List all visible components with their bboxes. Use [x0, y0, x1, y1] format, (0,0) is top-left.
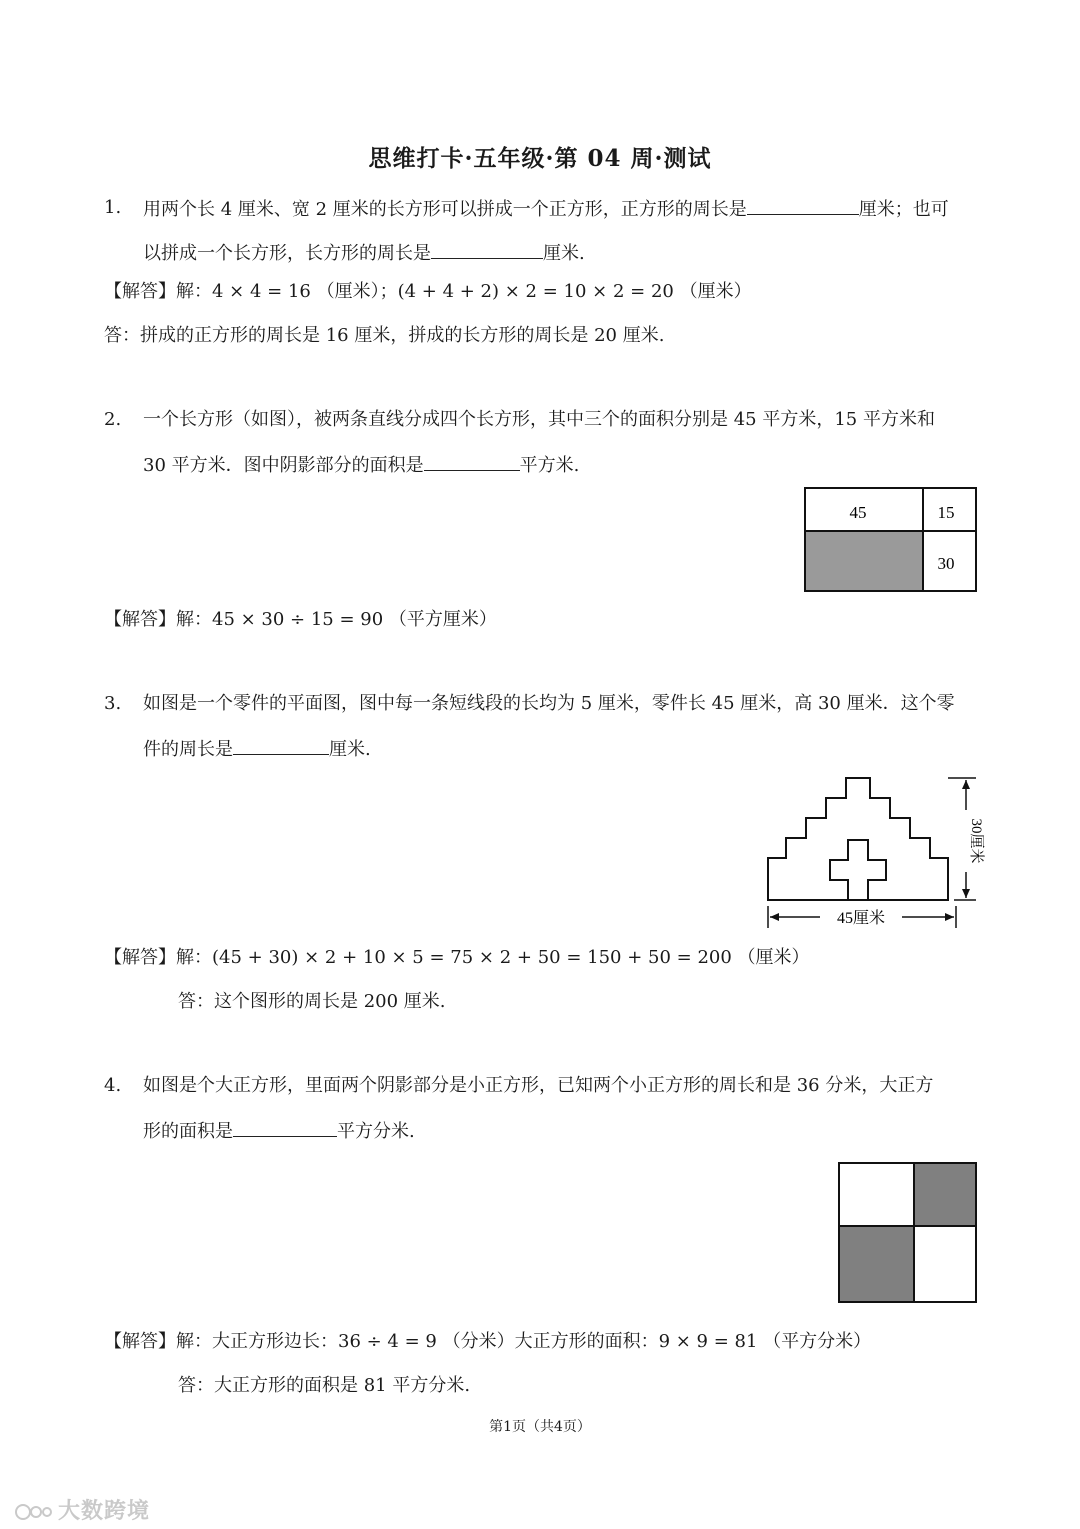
- question-2-text-b: 平方米.: [519, 455, 580, 476]
- solution-expression: 45 × 30 ÷ 15 = 90 （平方厘米）: [212, 609, 497, 630]
- question-3-number: 3.: [104, 693, 122, 714]
- question-3-line-1: 如图是一个零件的平面图，图中每一条短线段的长均为 5 厘米，零件长 45 厘米，高 30 厘米．这个零: [143, 693, 955, 714]
- answer-4: 答：大正方形的面积是 81 平方分米.: [178, 1375, 471, 1396]
- answer-blank-1b[interactable]: [431, 240, 543, 259]
- question-2-line-2: [143, 452, 579, 478]
- shaded-square-top-right: [914, 1164, 976, 1226]
- question-1-text-c: 以拼成一个长方形，长方形的周长是: [143, 243, 431, 264]
- arrowhead-right: [945, 913, 954, 921]
- solution-1: [104, 280, 752, 304]
- area-label-30: 30: [937, 554, 955, 573]
- question-3-line-2: [143, 736, 371, 762]
- solution-label: 【解答】解：: [104, 1331, 212, 1352]
- question-1-text-a: 用两个长 4 厘米、宽 2 厘米的长方形可以拼成一个正方形，正方形的周长是: [143, 199, 747, 220]
- shaded-square-bottom-left: [840, 1226, 914, 1302]
- watermark-logo-icon: [14, 1501, 54, 1523]
- question-4-line-2: [143, 1118, 415, 1144]
- answer-blank-4[interactable]: [233, 1118, 337, 1137]
- solution-3: [104, 946, 810, 970]
- question-1-number: 1.: [104, 197, 122, 218]
- solution-expression: 4 × 4 = 16 （厘米）；(4 + 4 + 2) × 2 = 10 × 2 = 20 （厘米）: [212, 281, 752, 302]
- height-label: 30厘米: [968, 818, 984, 864]
- answer-3: 答：这个图形的周长是 200 厘米.: [178, 991, 446, 1012]
- solution-2: [104, 608, 497, 632]
- area-label-45: 45: [849, 503, 867, 522]
- question-1-line-1: [143, 196, 949, 222]
- question-2-text-a: 30 平方米．图中阴影部分的面积是: [143, 455, 424, 476]
- arrowhead-top: [962, 780, 970, 789]
- question-3-text-b: 厘米.: [329, 739, 371, 760]
- solution-label: 【解答】解：: [104, 281, 212, 302]
- question-2-line-1: 一个长方形（如图），被两条直线分成四个长方形，其中三个的面积分别是 45 平方米，15 平方米和: [143, 409, 935, 430]
- area-label-15: 15: [937, 503, 955, 522]
- answer-blank-3[interactable]: [233, 736, 329, 755]
- solution-4: [104, 1330, 871, 1354]
- question-4-number: 4.: [104, 1075, 122, 1096]
- question-4-line-1: 如图是个大正方形，里面两个阴影部分是小正方形，已知两个小正方形的周长和是 36 分米，大正方: [143, 1075, 934, 1096]
- page-title: 思维打卡·五年级·第 04 周·测试: [368, 145, 712, 172]
- question-1-text-d: 厘米.: [543, 243, 585, 264]
- answer-blank-2[interactable]: [424, 452, 520, 471]
- arrowhead-left: [770, 913, 779, 921]
- answer-blank-1a[interactable]: [747, 196, 859, 215]
- question-1-line-2: [143, 240, 585, 266]
- width-label: 45厘米: [836, 910, 886, 927]
- solution-expression: 大正方形边长：36 ÷ 4 = 9 （分米）大正方形的面积：9 × 9 = 81 （平方分米）: [212, 1331, 872, 1352]
- question-4-figure: [838, 1162, 978, 1304]
- page-footer: 第1页（共4页）: [489, 1419, 591, 1435]
- arrowhead-bottom: [962, 889, 970, 898]
- question-2-number: 2.: [104, 409, 122, 430]
- answer-1: 答：拼成的正方形的周长是 16 厘米，拼成的长方形的周长是 20 厘米.: [104, 325, 665, 346]
- inner-cross-outline: [830, 840, 886, 900]
- shaded-rectangle: [805, 531, 923, 591]
- watermark: [14, 1494, 150, 1525]
- question-2-figure: [804, 487, 978, 593]
- question-4-text-a: 形的面积是: [143, 1121, 233, 1142]
- solution-expression: (45 + 30) × 2 + 10 × 5 = 75 × 2 + 50 = 150 + 50 = 200 （厘米）: [212, 947, 810, 968]
- question-1-text-b: 厘米；也可: [858, 199, 949, 220]
- question-3-text-a: 件的周长是: [143, 739, 233, 760]
- question-4-text-b: 平方分米.: [337, 1121, 415, 1142]
- watermark-text: 大数跨境: [58, 1499, 151, 1524]
- solution-label: 【解答】解：: [104, 609, 212, 630]
- question-3-figure: [760, 770, 984, 932]
- solution-label: 【解答】解：: [104, 947, 212, 968]
